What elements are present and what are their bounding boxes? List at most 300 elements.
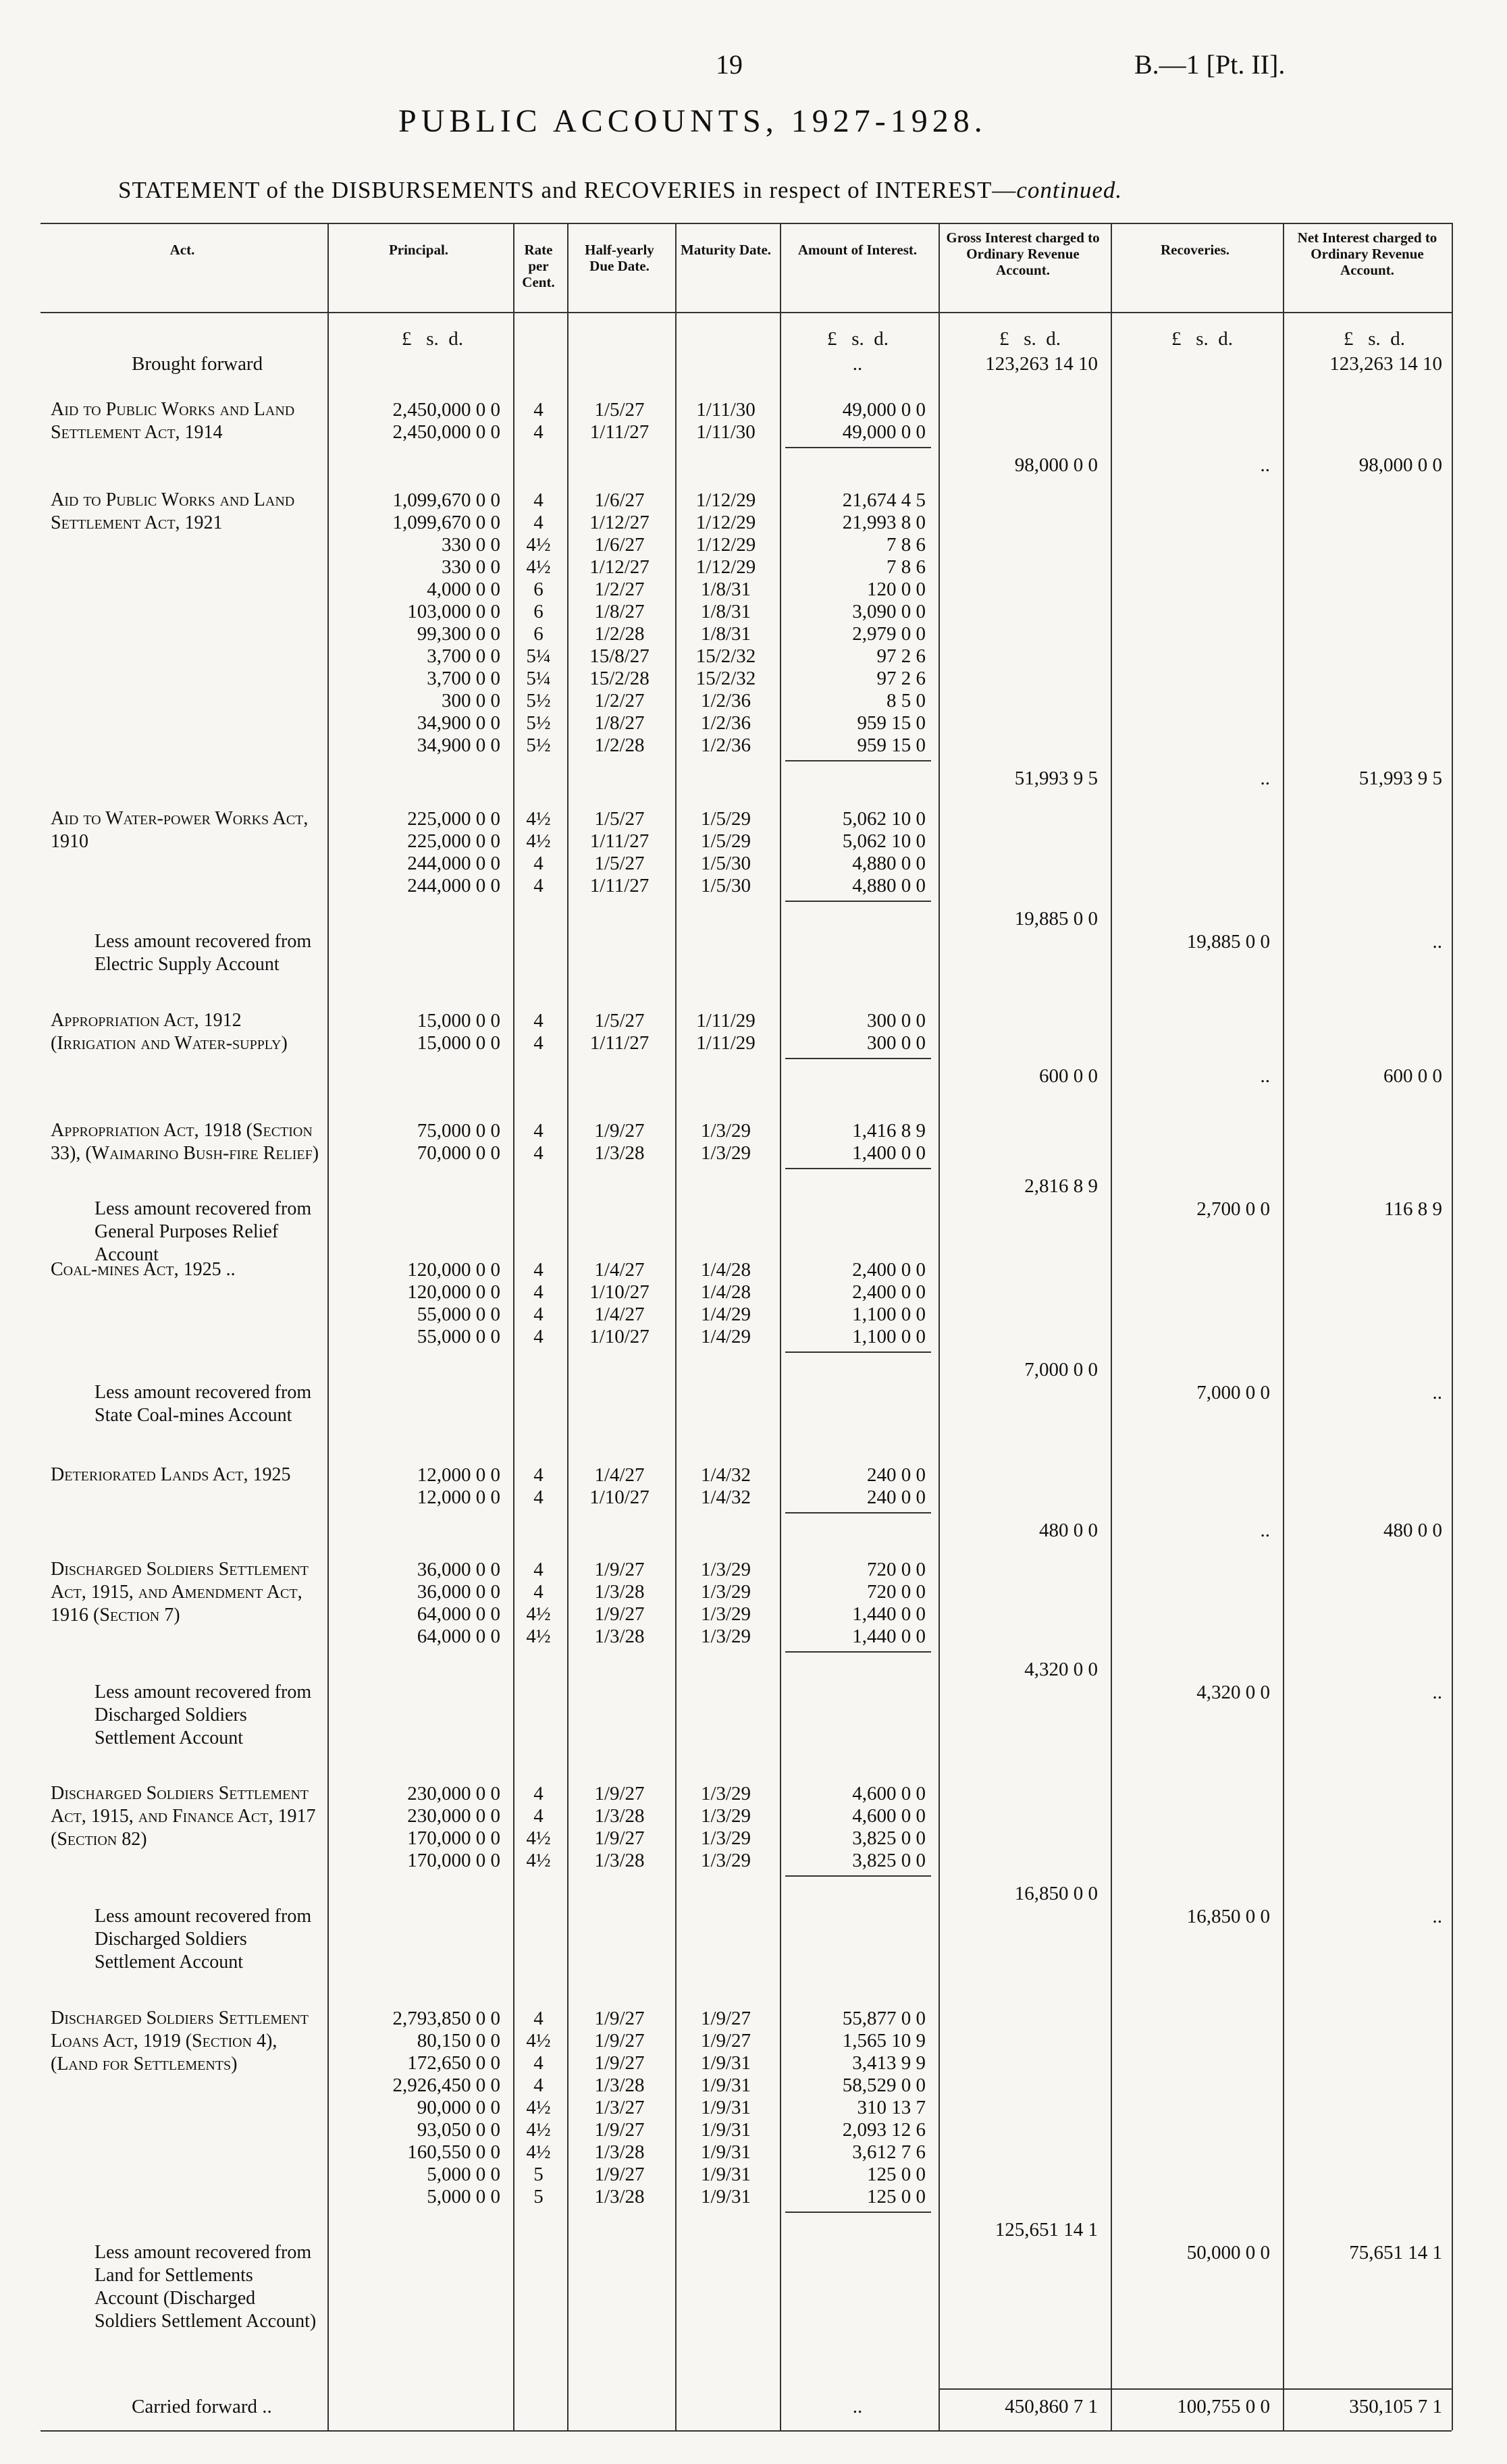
recoveries-cell: 4,320 0 0 <box>1196 1682 1270 1703</box>
halfyearly-date-cell: 1/12/27 <box>589 556 650 578</box>
principal-cell: 170,000 0 0 <box>407 1827 500 1849</box>
interest-cell: 720 0 0 <box>867 1559 926 1580</box>
table-bottom-rule <box>41 2430 1452 2432</box>
interest-cell: 1,416 8 9 <box>852 1120 926 1142</box>
principal-cell: 330 0 0 <box>442 534 500 556</box>
maturity-date-cell: 1/12/29 <box>695 489 756 511</box>
maturity-date-cell: 1/9/31 <box>700 2164 751 2185</box>
principal-cell: 2,793,850 0 0 <box>392 2008 500 2029</box>
principal-cell: 2,450,000 0 0 <box>392 421 500 443</box>
interest-cell: 7 8 6 <box>887 556 926 578</box>
net-cell: 600 0 0 <box>1383 1065 1442 1087</box>
interest-cell: 2,979 0 0 <box>852 623 926 645</box>
maturity-date-cell: 1/12/29 <box>695 534 756 556</box>
halfyearly-date-cell: 1/11/27 <box>589 875 650 896</box>
less-recovered-label: Less amount recovered from Land for Settlements Account (Discharged Soldiers Settlement Account) <box>95 2242 317 2332</box>
principal-cell: 103,000 0 0 <box>407 601 500 622</box>
interest-cell: 1,400 0 0 <box>852 1142 926 1164</box>
interest-cell: 300 0 0 <box>867 1010 926 1032</box>
recoveries-cell: .. <box>1260 768 1270 789</box>
interest-subtotal-rule <box>785 760 931 761</box>
interest-subtotal-rule <box>785 901 931 902</box>
rate-cell: 4 <box>533 1259 544 1281</box>
maturity-date-cell: 1/3/29 <box>700 1603 751 1625</box>
maturity-date-cell: 1/8/31 <box>700 623 751 645</box>
recoveries-cell: 16,850 0 0 <box>1186 1906 1270 1927</box>
interest-subtotal-rule <box>785 2212 931 2213</box>
interest-cell: 240 0 0 <box>867 1487 926 1508</box>
net-column-header: Net Interest charged to Ordinary Revenue Account. <box>1297 230 1437 278</box>
interest-subtotal-rule <box>785 1651 931 1653</box>
rate-cell: 4 <box>533 1783 544 1804</box>
principal-cell: 36,000 0 0 <box>417 1559 500 1580</box>
maturity-date-cell: 1/4/32 <box>700 1464 751 1486</box>
maturity-date-cell: 1/11/29 <box>696 1010 756 1032</box>
principal-cell: 225,000 0 0 <box>407 830 500 852</box>
rate-cell: 6 <box>533 623 544 645</box>
principal-cell: 4,000 0 0 <box>427 579 500 600</box>
currency-header: £ s. d. <box>402 328 464 350</box>
maturity-date-cell: 1/5/29 <box>700 830 751 852</box>
interest-subtotal-rule <box>785 1058 931 1059</box>
less-recovered-label: Less amount recovered from State Coal-mines Account <box>95 1382 312 1426</box>
principal-cell: 2,450,000 0 0 <box>392 399 500 421</box>
halfyearly-date-cell: 1/2/27 <box>594 690 645 712</box>
rate-cell: 4 <box>533 2074 544 2096</box>
principal-cell: 2,926,450 0 0 <box>392 2074 500 2096</box>
maturity-date-cell: 1/4/32 <box>700 1487 751 1508</box>
principal-cell: 12,000 0 0 <box>417 1464 500 1486</box>
currency-header: £ s. d. <box>1171 328 1234 350</box>
maturity-date-cell: 1/9/31 <box>700 2052 751 2074</box>
principal-cell: 34,900 0 0 <box>417 712 500 734</box>
carried-forward-gross: 450,860 7 1 <box>1005 2396 1098 2417</box>
rate-cell: 4 <box>533 489 544 511</box>
principal-cell: 15,000 0 0 <box>417 1010 500 1032</box>
carried-forward-label: Carried forward .. <box>132 2396 272 2417</box>
rate-cell: 5 <box>533 2164 544 2185</box>
halfyearly-date-cell: 1/3/28 <box>594 1142 645 1164</box>
carried-forward-net: 350,105 7 1 <box>1349 2396 1442 2417</box>
page-number: 19 <box>716 49 743 80</box>
rate-cell: 4½ <box>526 2097 551 2118</box>
halfyearly-date-cell: 1/11/27 <box>589 830 650 852</box>
gross-cell: 19,885 0 0 <box>1014 908 1098 930</box>
principal-cell: 160,550 0 0 <box>407 2141 500 2163</box>
rate-cell: 4½ <box>526 1626 551 1647</box>
halfyearly-date-cell: 15/8/27 <box>589 645 650 667</box>
rate-cell: 4 <box>533 1120 544 1142</box>
maturity-date-cell: 1/3/29 <box>700 1827 751 1849</box>
principal-cell: 170,000 0 0 <box>407 1850 500 1871</box>
halfyearly-date-cell: 1/3/27 <box>594 2097 645 2118</box>
maturity-date-cell: 1/3/29 <box>700 1850 751 1871</box>
recoveries-cell: .. <box>1260 1065 1270 1087</box>
halfyearly-date-cell: 1/11/27 <box>589 1032 650 1054</box>
rate-column-header: Rate per Cent. <box>522 242 555 290</box>
interest-subtotal-rule <box>785 1512 931 1514</box>
halfyearly-date-cell: 1/9/27 <box>594 1120 645 1142</box>
interest-cell: 4,600 0 0 <box>852 1783 926 1804</box>
interest-cell: 310 13 7 <box>857 2097 926 2118</box>
maturity-date-cell: 1/4/29 <box>700 1326 751 1347</box>
principal-cell: 120,000 0 0 <box>407 1259 500 1281</box>
section-act-name: Deteriorated Lands Act, 1925 <box>51 1464 291 1485</box>
halfyearly-date-cell: 1/3/28 <box>594 1850 645 1871</box>
halfyearly-date-cell: 1/11/27 <box>589 421 650 443</box>
net-cell: 98,000 0 0 <box>1358 454 1442 476</box>
less-recovered-label: Less amount recovered from Discharged Soldiers Settlement Account <box>95 1682 312 1748</box>
maturity-date-cell: 1/5/30 <box>700 853 751 874</box>
principal-cell: 15,000 0 0 <box>417 1032 500 1054</box>
section-act-name: Appropriation Act, 1918 (Section 33), (Waimarino Bush-fire Relief) <box>51 1120 319 1164</box>
principal-cell: 55,000 0 0 <box>417 1304 500 1325</box>
halfyearly-date-cell: 1/9/27 <box>594 1603 645 1625</box>
interest-cell: 959 15 0 <box>857 712 926 734</box>
rate-cell: 4 <box>533 1326 544 1347</box>
principal-cell: 90,000 0 0 <box>417 2097 500 2118</box>
maturity-date-cell: 1/9/27 <box>700 2008 751 2029</box>
column-rule <box>1283 223 1284 2430</box>
interest-cell: 2,093 12 6 <box>842 2119 926 2141</box>
interest-cell: 5,062 10 0 <box>842 808 926 830</box>
principal-cell: 244,000 0 0 <box>407 875 500 896</box>
rate-cell: 4 <box>533 421 544 443</box>
principal-cell: 1,099,670 0 0 <box>392 512 500 533</box>
net-cell: 75,651 14 1 <box>1349 2242 1442 2264</box>
recoveries-cell: 7,000 0 0 <box>1196 1382 1270 1403</box>
halfyearly-date-cell: 1/8/27 <box>594 712 645 734</box>
currency-header: £ s. d. <box>1344 328 1406 350</box>
halfyearly-date-cell: 1/3/28 <box>594 2074 645 2096</box>
section-act-name: Discharged Soldiers Settlement Act, 1915, and Finance Act, 1917 (Section 82) <box>51 1783 316 1850</box>
interest-cell: 3,612 7 6 <box>852 2141 926 2163</box>
halfyearly-date-cell: 15/2/28 <box>589 668 650 689</box>
halfyearly-date-cell: 1/2/28 <box>594 623 645 645</box>
halfyearly-date-cell: 1/10/27 <box>589 1326 650 1347</box>
maturity-date-cell: 1/12/29 <box>695 512 756 533</box>
interest-cell: 3,825 0 0 <box>852 1827 926 1849</box>
maturity-date-cell: 1/2/36 <box>700 712 751 734</box>
maturity-date-cell: 1/9/31 <box>700 2141 751 2163</box>
interest-cell: 2,400 0 0 <box>852 1281 926 1303</box>
rate-cell: 4½ <box>526 1603 551 1625</box>
principal-cell: 55,000 0 0 <box>417 1326 500 1347</box>
rate-cell: 4 <box>533 1142 544 1164</box>
less-recovered-label: Less amount recovered from General Purposes Relief Account <box>95 1198 312 1265</box>
column-rule <box>1111 223 1112 2430</box>
recoveries-cell: 50,000 0 0 <box>1186 2242 1270 2264</box>
page-subtitle: STATEMENT of the DISBURSEMENTS and RECOVERIES in respect of INTEREST—continued. <box>118 177 1123 203</box>
halfyearly-date-cell: 1/5/27 <box>594 853 645 874</box>
interest-cell: 3,825 0 0 <box>852 1850 926 1871</box>
principal-cell: 1,099,670 0 0 <box>392 489 500 511</box>
halfyearly-date-cell: 1/9/27 <box>594 1783 645 1804</box>
gross-cell: 4,320 0 0 <box>1024 1659 1098 1680</box>
page-title: PUBLIC ACCOUNTS, 1927-1928. <box>398 103 987 139</box>
principal-cell: 75,000 0 0 <box>417 1120 500 1142</box>
principal-cell: 64,000 0 0 <box>417 1626 500 1647</box>
maturity-date-cell: 1/3/29 <box>700 1559 751 1580</box>
interest-cell: 8 5 0 <box>887 690 926 712</box>
maturity-date-cell: 1/5/29 <box>700 808 751 830</box>
less-recovered-label: Less amount recovered from Discharged Soldiers Settlement Account <box>95 1906 312 1973</box>
halfyearly-date-cell: 1/9/27 <box>594 2164 645 2185</box>
halfyearly-date-cell: 1/4/27 <box>594 1464 645 1486</box>
halfyearly-column-header: Half-yearly Due Date. <box>585 242 654 274</box>
column-rule <box>1452 223 1453 2430</box>
halfyearly-date-cell: 1/10/27 <box>589 1281 650 1303</box>
interest-cell: 300 0 0 <box>867 1032 926 1054</box>
section-act-name: Aid to Public Works and Land Settlement Act, 1914 <box>51 399 295 443</box>
rate-cell: 4 <box>533 1805 544 1827</box>
less-recovered-label: Less amount recovered from Electric Supply Account <box>95 931 312 975</box>
interest-column-header: Amount of Interest. <box>797 242 918 258</box>
principal-cell: 93,050 0 0 <box>417 2119 500 2141</box>
section-act-name: Aid to Public Works and Land Settlement Act, 1921 <box>51 489 295 533</box>
principal-cell: 80,150 0 0 <box>417 2030 500 2052</box>
interest-cell: 49,000 0 0 <box>842 399 926 421</box>
net-cell: 51,993 9 5 <box>1358 768 1442 789</box>
maturity-column-header: Maturity Date. <box>680 242 772 258</box>
halfyearly-date-cell: 1/3/28 <box>594 1626 645 1647</box>
interest-subtotal-rule <box>785 1168 931 1169</box>
brought-forward-dots: .. <box>852 353 863 375</box>
principal-cell: 99,300 0 0 <box>417 623 500 645</box>
rate-cell: 5¼ <box>526 645 551 667</box>
column-rule <box>938 223 940 2430</box>
maturity-date-cell: 1/4/28 <box>700 1281 751 1303</box>
halfyearly-date-cell: 1/2/28 <box>594 734 645 756</box>
maturity-date-cell: 1/3/29 <box>700 1142 751 1164</box>
rate-cell: 4 <box>533 512 544 533</box>
halfyearly-date-cell: 1/3/28 <box>594 2141 645 2163</box>
interest-cell: 1,100 0 0 <box>852 1304 926 1325</box>
principal-column-header: Principal. <box>388 242 449 258</box>
interest-cell: 4,880 0 0 <box>852 875 926 896</box>
rate-cell: 4 <box>533 1032 544 1054</box>
interest-cell: 21,674 4 5 <box>842 489 926 511</box>
maturity-date-cell: 1/3/29 <box>700 1626 751 1647</box>
brought-forward-label: Brought forward <box>132 353 263 375</box>
maturity-date-cell: 1/9/31 <box>700 2074 751 2096</box>
recoveries-cell: .. <box>1260 454 1270 476</box>
interest-cell: 125 0 0 <box>867 2164 926 2185</box>
interest-cell: 49,000 0 0 <box>842 421 926 443</box>
principal-cell: 70,000 0 0 <box>417 1142 500 1164</box>
page-reference: B.—1 [Pt. II]. <box>1134 49 1286 80</box>
maturity-date-cell: 1/9/31 <box>700 2119 751 2141</box>
rate-cell: 6 <box>533 601 544 622</box>
brought-forward-net: 123,263 14 10 <box>1329 353 1442 375</box>
rate-cell: 4½ <box>526 2141 551 2163</box>
maturity-date-cell: 1/12/29 <box>695 556 756 578</box>
halfyearly-date-cell: 1/3/28 <box>594 2186 645 2207</box>
rate-cell: 4 <box>533 875 544 896</box>
halfyearly-date-cell: 1/4/27 <box>594 1304 645 1325</box>
brought-forward-gross: 123,263 14 10 <box>985 353 1098 375</box>
rate-cell: 5½ <box>526 690 551 712</box>
halfyearly-date-cell: 1/4/27 <box>594 1259 645 1281</box>
maturity-date-cell: 1/11/30 <box>696 399 756 421</box>
rate-cell: 4½ <box>526 556 551 578</box>
maturity-date-cell: 1/9/31 <box>700 2186 751 2207</box>
carried-forward-rule <box>938 2388 1452 2390</box>
interest-cell: 959 15 0 <box>857 734 926 756</box>
net-cell: .. <box>1432 1682 1442 1703</box>
net-cell: .. <box>1432 1906 1442 1927</box>
maturity-date-cell: 1/9/27 <box>700 2030 751 2052</box>
maturity-date-cell: 1/2/36 <box>700 734 751 756</box>
interest-cell: 1,440 0 0 <box>852 1626 926 1647</box>
rate-cell: 4 <box>533 2052 544 2074</box>
rate-cell: 4 <box>533 1487 544 1508</box>
gross-cell: 125,651 14 1 <box>995 2219 1098 2241</box>
rate-cell: 5½ <box>526 712 551 734</box>
principal-cell: 64,000 0 0 <box>417 1603 500 1625</box>
net-cell: .. <box>1432 931 1442 953</box>
principal-cell: 12,000 0 0 <box>417 1487 500 1508</box>
rate-cell: 5 <box>533 2186 544 2207</box>
act-column-header: Act. <box>169 242 195 258</box>
interest-cell: 3,413 9 9 <box>852 2052 926 2074</box>
halfyearly-date-cell: 1/5/27 <box>594 399 645 421</box>
interest-cell: 4,600 0 0 <box>852 1805 926 1827</box>
maturity-date-cell: 15/2/32 <box>695 668 756 689</box>
interest-cell: 1,100 0 0 <box>852 1326 926 1347</box>
rate-cell: 4 <box>533 1304 544 1325</box>
halfyearly-date-cell: 1/12/27 <box>589 512 650 533</box>
section-act-name: Appropriation Act, 1912 (Irrigation and Water-supply) <box>51 1010 288 1054</box>
interest-cell: 97 2 6 <box>876 668 926 689</box>
section-act-name: Discharged Soldiers Settlement Act, 1915, and Amendment Act, 1916 (Section 7) <box>51 1559 309 1626</box>
maturity-date-cell: 1/5/30 <box>700 875 751 896</box>
rate-cell: 4 <box>533 1559 544 1580</box>
interest-cell: 5,062 10 0 <box>842 830 926 852</box>
net-cell: 116 8 9 <box>1384 1198 1442 1220</box>
table-top-rule <box>41 223 1452 224</box>
rate-cell: 4 <box>533 1464 544 1486</box>
interest-cell: 720 0 0 <box>867 1581 926 1603</box>
interest-cell: 21,993 8 0 <box>842 512 926 533</box>
rate-cell: 5¼ <box>526 668 551 689</box>
rate-cell: 4 <box>533 2008 544 2029</box>
rate-cell: 4½ <box>526 1827 551 1849</box>
section-act-name: Coal-mines Act, 1925 .. <box>51 1259 236 1280</box>
rate-cell: 4½ <box>526 830 551 852</box>
interest-cell: 1,565 10 9 <box>842 2030 926 2052</box>
interest-cell: 120 0 0 <box>867 579 926 600</box>
section-act-name: Aid to Water-power Works Act, 1910 <box>51 808 309 852</box>
principal-cell: 230,000 0 0 <box>407 1783 500 1804</box>
carried-forward-recoveries: 100,755 0 0 <box>1177 2396 1270 2417</box>
halfyearly-date-cell: 1/9/27 <box>594 2052 645 2074</box>
maturity-date-cell: 1/11/30 <box>696 421 756 443</box>
net-cell: .. <box>1432 1382 1442 1403</box>
principal-cell: 36,000 0 0 <box>417 1581 500 1603</box>
interest-cell: 125 0 0 <box>867 2186 926 2207</box>
gross-cell: 600 0 0 <box>1039 1065 1098 1087</box>
principal-cell: 300 0 0 <box>442 690 500 712</box>
halfyearly-date-cell: 1/9/27 <box>594 2030 645 2052</box>
interest-cell: 1,440 0 0 <box>852 1603 926 1625</box>
rate-cell: 4 <box>533 853 544 874</box>
interest-cell: 2,400 0 0 <box>852 1259 926 1281</box>
interest-cell: 58,529 0 0 <box>842 2074 926 2096</box>
maturity-date-cell: 1/8/31 <box>700 579 751 600</box>
maturity-date-cell: 1/4/29 <box>700 1304 751 1325</box>
halfyearly-date-cell: 1/9/27 <box>594 2119 645 2141</box>
net-cell: 480 0 0 <box>1383 1520 1442 1541</box>
rate-cell: 4 <box>533 1581 544 1603</box>
principal-cell: 5,000 0 0 <box>427 2186 500 2207</box>
interest-cell: 55,877 0 0 <box>842 2008 926 2029</box>
rate-cell: 4 <box>533 399 544 421</box>
halfyearly-date-cell: 1/9/27 <box>594 1827 645 1849</box>
rate-cell: 5½ <box>526 734 551 756</box>
section-act-name: Discharged Soldiers Settlement Loans Act, 1919 (Section 4), (Land for Settlements) <box>51 2008 309 2074</box>
currency-header: £ s. d. <box>827 328 889 350</box>
rate-cell: 4 <box>533 1281 544 1303</box>
gross-column-header: Gross Interest charged to Ordinary Revenue Account. <box>946 230 1100 278</box>
principal-cell: 330 0 0 <box>442 556 500 578</box>
carried-forward-dots: .. <box>852 2396 863 2417</box>
principal-cell: 3,700 0 0 <box>427 668 500 689</box>
recoveries-cell: .. <box>1260 1520 1270 1541</box>
principal-cell: 34,900 0 0 <box>417 734 500 756</box>
gross-cell: 16,850 0 0 <box>1014 1883 1098 1904</box>
halfyearly-date-cell: 1/5/27 <box>594 1010 645 1032</box>
gross-cell: 2,816 8 9 <box>1024 1175 1098 1197</box>
recoveries-column-header: Recoveries. <box>1160 242 1230 258</box>
principal-cell: 5,000 0 0 <box>427 2164 500 2185</box>
interest-cell: 3,090 0 0 <box>852 601 926 622</box>
halfyearly-date-cell: 1/3/28 <box>594 1805 645 1827</box>
maturity-date-cell: 1/4/28 <box>700 1259 751 1281</box>
maturity-date-cell: 1/8/31 <box>700 601 751 622</box>
maturity-date-cell: 1/3/29 <box>700 1783 751 1804</box>
principal-cell: 172,650 0 0 <box>407 2052 500 2074</box>
rate-cell: 4½ <box>526 808 551 830</box>
maturity-date-cell: 1/3/29 <box>700 1805 751 1827</box>
recoveries-cell: 19,885 0 0 <box>1186 931 1270 953</box>
maturity-date-cell: 1/3/29 <box>700 1581 751 1603</box>
recoveries-cell: 2,700 0 0 <box>1196 1198 1270 1220</box>
interest-subtotal-rule <box>785 1875 931 1877</box>
maturity-date-cell: 15/2/32 <box>695 645 756 667</box>
halfyearly-date-cell: 1/5/27 <box>594 808 645 830</box>
halfyearly-date-cell: 1/3/28 <box>594 1581 645 1603</box>
halfyearly-date-cell: 1/6/27 <box>594 534 645 556</box>
halfyearly-date-cell: 1/2/27 <box>594 579 645 600</box>
rate-cell: 4½ <box>526 1850 551 1871</box>
principal-cell: 225,000 0 0 <box>407 808 500 830</box>
gross-cell: 480 0 0 <box>1039 1520 1098 1541</box>
rate-cell: 4½ <box>526 2119 551 2141</box>
gross-cell: 51,993 9 5 <box>1014 768 1098 789</box>
maturity-date-cell: 1/11/29 <box>696 1032 756 1054</box>
rate-cell: 6 <box>533 579 544 600</box>
interest-cell: 97 2 6 <box>876 645 926 667</box>
rate-cell: 4 <box>533 1010 544 1032</box>
principal-cell: 120,000 0 0 <box>407 1281 500 1303</box>
currency-header: £ s. d. <box>999 328 1061 350</box>
gross-cell: 98,000 0 0 <box>1014 454 1098 476</box>
interest-cell: 4,880 0 0 <box>852 853 926 874</box>
halfyearly-date-cell: 1/8/27 <box>594 601 645 622</box>
rate-cell: 4½ <box>526 2030 551 2052</box>
interest-cell: 7 8 6 <box>887 534 926 556</box>
